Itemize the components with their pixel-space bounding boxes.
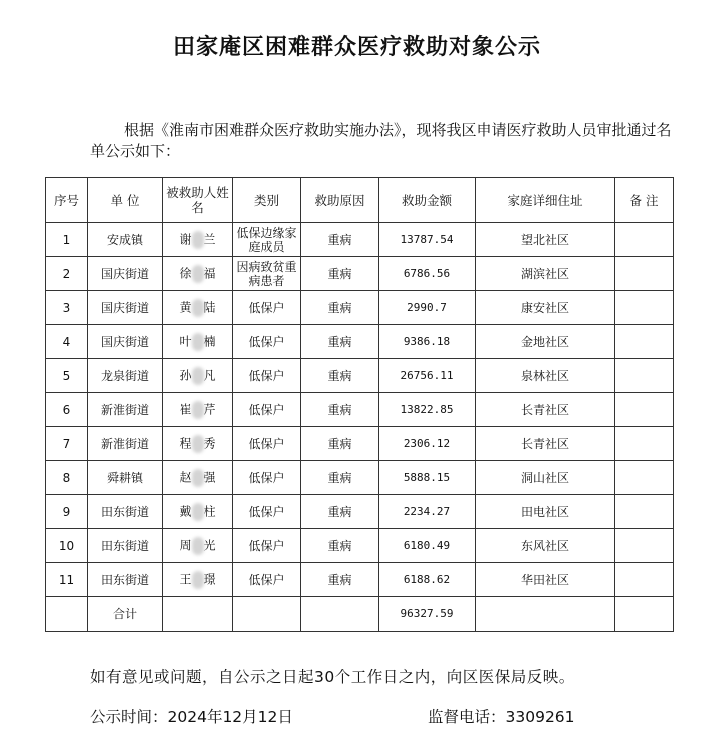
cell-category: 低保户 (233, 359, 301, 393)
cell-index: 11 (46, 563, 88, 597)
name-last: 楠 (203, 334, 216, 348)
redaction-blur (192, 537, 204, 555)
table-row (46, 257, 674, 291)
name-first: 王 (179, 572, 192, 586)
cell-reason: 重病 (301, 495, 379, 529)
cell-remark (615, 291, 674, 325)
supervision-phone: 监督电话：3309261 (428, 708, 575, 726)
cell-name (163, 427, 233, 461)
cell-name (163, 461, 233, 495)
cell-amount: 2306.12 (379, 427, 476, 461)
cell-name (163, 223, 233, 257)
cell-remark (615, 223, 674, 257)
cell-remark (615, 427, 674, 461)
name-first: 谢 (179, 232, 192, 246)
cell-address: 湖滨社区 (476, 257, 615, 291)
table-row (46, 359, 674, 393)
cell-remark (615, 461, 674, 495)
cell-remark (615, 597, 674, 632)
redaction-blur (192, 367, 204, 385)
cell-remark (615, 529, 674, 563)
cell-index: 10 (46, 529, 88, 563)
cell-unit: 田东街道 (88, 495, 163, 529)
cell-address: 长青社区 (476, 393, 615, 427)
table-row (46, 393, 674, 427)
cell-amount: 2990.7 (379, 291, 476, 325)
name-first: 徐 (179, 266, 192, 280)
redaction-blur (192, 333, 204, 351)
name-last: 光 (203, 538, 216, 552)
cell-unit: 新淮街道 (88, 427, 163, 461)
cell-address: 康安社区 (476, 291, 615, 325)
header-category: 类别 (233, 178, 301, 223)
name-last: 强 (203, 470, 216, 484)
cell-index: 7 (46, 427, 88, 461)
header-name: 被救助人姓名 (163, 178, 233, 223)
cell-category: 低保户 (233, 325, 301, 359)
table-row (46, 495, 674, 529)
cell-category: 低保户 (233, 291, 301, 325)
cell-remark (615, 257, 674, 291)
header-address: 家庭详细住址 (476, 178, 615, 223)
cell-amount: 9386.18 (379, 325, 476, 359)
cell-amount: 5888.15 (379, 461, 476, 495)
cell-address: 东风社区 (476, 529, 615, 563)
table-row (46, 529, 674, 563)
cell-index: 5 (46, 359, 88, 393)
feedback-note: 如有意见或问题，自公示之日起30个工作日之内，向区医保局反映。 (90, 668, 575, 686)
redaction-blur (192, 469, 204, 487)
cell-unit: 国庆街道 (88, 291, 163, 325)
cell-remark (615, 393, 674, 427)
cell-category: 低保户 (233, 393, 301, 427)
cell-index: 6 (46, 393, 88, 427)
aid-recipient-table (45, 177, 674, 632)
intro-paragraph: 根据《淮南市困难群众医疗救助实施办法》，现将我区申请医疗救助人员审批通过名单公示如下： (90, 121, 672, 160)
cell-category: 低保户 (233, 495, 301, 529)
cell-address: 金地社区 (476, 325, 615, 359)
redaction-blur (192, 231, 204, 249)
cell-name (163, 495, 233, 529)
cell-name (163, 393, 233, 427)
name-first: 黄 (179, 300, 192, 314)
cell-category (233, 597, 301, 632)
cell-category: 低保户 (233, 563, 301, 597)
header-reason: 救助原因 (301, 178, 379, 223)
cell-index: 4 (46, 325, 88, 359)
cell-reason (301, 597, 379, 632)
cell-category: 低保户 (233, 529, 301, 563)
redaction-blur (192, 571, 204, 589)
redaction-blur (192, 435, 204, 453)
name-last: 陆 (203, 300, 216, 314)
page-title: 田家庵区困难群众医疗救助对象公示 (172, 35, 541, 60)
cell-address: 望北社区 (476, 223, 615, 257)
publish-date: 公示时间：2024年12月12日 (90, 708, 293, 726)
cell-address: 洞山社区 (476, 461, 615, 495)
cell-amount: 6786.56 (379, 257, 476, 291)
name-first: 周 (179, 538, 192, 552)
table-row (46, 563, 674, 597)
cell-amount: 6180.49 (379, 529, 476, 563)
cell-name (163, 529, 233, 563)
table-row (46, 291, 674, 325)
header-index: 序号 (46, 178, 88, 223)
name-last: 福 (203, 266, 216, 280)
cell-name (163, 597, 233, 632)
cell-reason: 重病 (301, 359, 379, 393)
cell-category: 低保边缘家庭成员 (233, 223, 301, 257)
cell-reason: 重病 (301, 461, 379, 495)
cell-unit: 新淮街道 (88, 393, 163, 427)
table-header-row (46, 178, 674, 223)
cell-remark (615, 563, 674, 597)
cell-remark (615, 359, 674, 393)
name-last: 秀 (203, 436, 216, 450)
cell-category: 低保户 (233, 427, 301, 461)
table-row (46, 223, 674, 257)
redaction-blur (192, 503, 204, 521)
cell-address: 田电社区 (476, 495, 615, 529)
cell-address (476, 597, 615, 632)
name-last: 柱 (203, 504, 216, 518)
cell-amount: 13822.85 (379, 393, 476, 427)
cell-index: 8 (46, 461, 88, 495)
total-row (46, 597, 674, 632)
name-first: 崔 (179, 402, 192, 416)
total-amount: 96327.59 (379, 597, 476, 632)
cell-reason: 重病 (301, 529, 379, 563)
cell-unit: 国庆街道 (88, 257, 163, 291)
cell-amount: 26756.11 (379, 359, 476, 393)
cell-index: 9 (46, 495, 88, 529)
name-first: 程 (179, 436, 192, 450)
redaction-blur (192, 401, 204, 419)
cell-reason: 重病 (301, 291, 379, 325)
cell-unit: 田东街道 (88, 563, 163, 597)
cell-reason: 重病 (301, 427, 379, 461)
cell-index: 1 (46, 223, 88, 257)
cell-index: 3 (46, 291, 88, 325)
redaction-blur (192, 299, 204, 317)
table-row (46, 427, 674, 461)
cell-unit: 龙泉街道 (88, 359, 163, 393)
cell-amount: 2234.27 (379, 495, 476, 529)
cell-index: 2 (46, 257, 88, 291)
cell-unit: 安成镇 (88, 223, 163, 257)
name-last: 芹 (203, 402, 216, 416)
cell-unit: 田东街道 (88, 529, 163, 563)
name-first: 赵 (179, 470, 192, 484)
cell-index (46, 597, 88, 632)
table-row (46, 325, 674, 359)
cell-name (163, 257, 233, 291)
cell-remark (615, 325, 674, 359)
name-first: 孙 (179, 368, 192, 382)
cell-address: 长青社区 (476, 427, 615, 461)
header-unit: 单 位 (88, 178, 163, 223)
cell-address: 华田社区 (476, 563, 615, 597)
cell-reason: 重病 (301, 393, 379, 427)
total-label: 合计 (88, 597, 163, 632)
name-first: 叶 (179, 334, 192, 348)
cell-reason: 重病 (301, 223, 379, 257)
cell-unit: 国庆街道 (88, 325, 163, 359)
cell-remark (615, 495, 674, 529)
name-last: 凡 (203, 368, 216, 382)
cell-amount: 6188.62 (379, 563, 476, 597)
table-row (46, 461, 674, 495)
cell-category: 因病致贫重病患者 (233, 257, 301, 291)
name-last: 璟 (203, 572, 216, 586)
name-last: 兰 (203, 232, 216, 246)
cell-reason: 重病 (301, 563, 379, 597)
redaction-blur (192, 265, 204, 283)
cell-name (163, 325, 233, 359)
cell-address: 泉林社区 (476, 359, 615, 393)
cell-reason: 重病 (301, 325, 379, 359)
header-remark: 备 注 (615, 178, 674, 223)
cell-name (163, 291, 233, 325)
cell-amount: 13787.54 (379, 223, 476, 257)
header-amount: 救助金额 (379, 178, 476, 223)
cell-reason: 重病 (301, 257, 379, 291)
cell-category: 低保户 (233, 461, 301, 495)
cell-name (163, 359, 233, 393)
cell-name (163, 563, 233, 597)
name-first: 戴 (179, 504, 192, 518)
cell-unit: 舜耕镇 (88, 461, 163, 495)
